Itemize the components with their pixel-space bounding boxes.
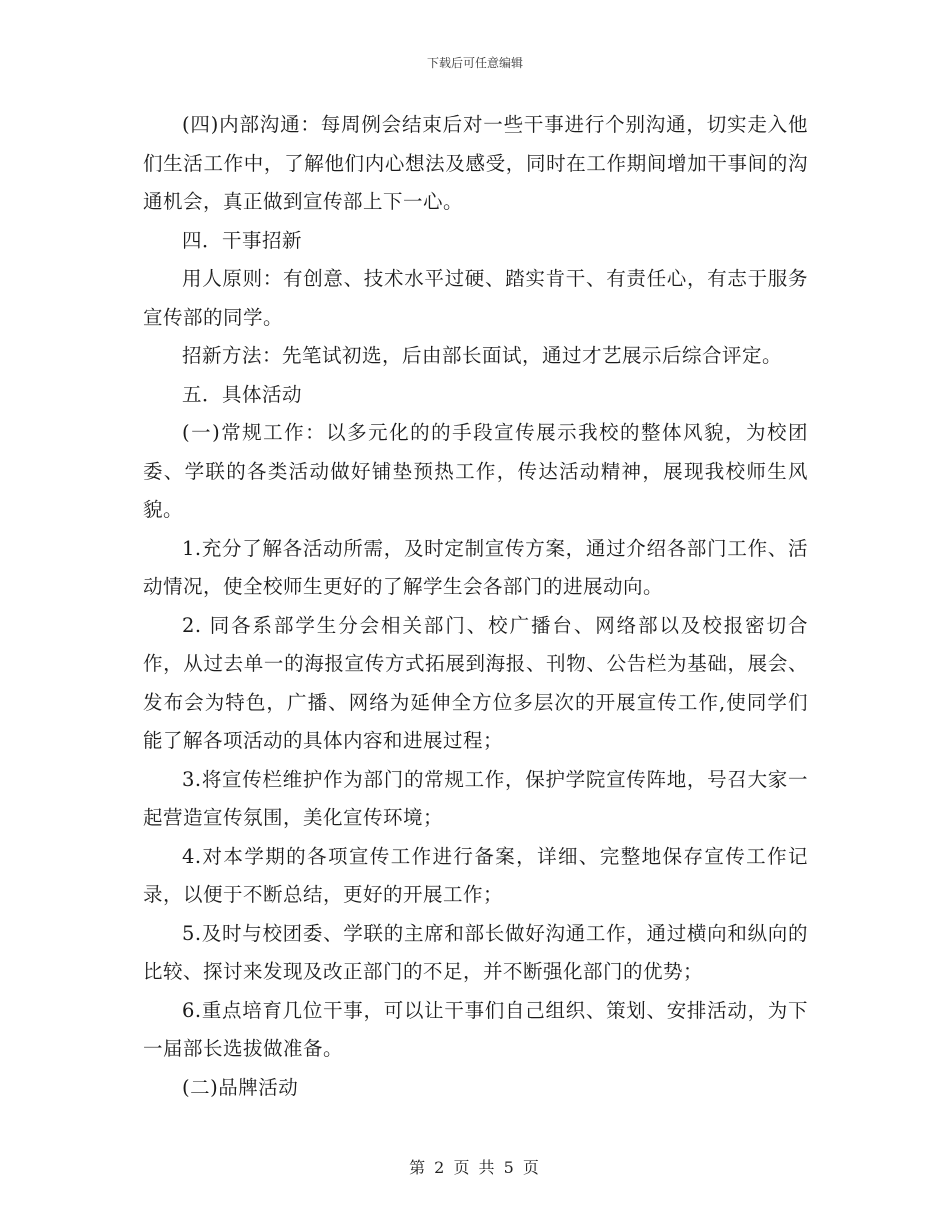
section-heading-recruitment: 四．干事招新 [182,228,303,252]
page-footer: 第 2 页 共 5 页 [409,1158,541,1177]
list-item-2: 2. 同各系部学生分会相关部门、校广播台、网络部以及校报密切合作，从过去单一的海报宣传方式拓展到海报、刊物、公告栏为基础，展会、发布会为特色，广播、网络为延伸全方位多层次的开展宣传工作,使同学们能了解各项活动的具体内容和进展过程； [143,613,808,752]
subsection-heading-brand-activities: (二)品牌活动 [182,1075,299,1099]
section-heading-activities: 五．具体活动 [182,382,303,406]
paragraph-internal-communication: (四)内部沟通：每周例会结束后对一些干事进行个别沟通，切实走入他们生活工作中，了解他们内心想法及感受，同时在工作期间增加干事间的沟通机会，真正做到宣传部上下一心。 [143,113,808,213]
list-item-4: 4.对本学期的各项宣传工作进行备案，详细、完整地保存宣传工作记录，以便于不断总结，更好的开展工作； [143,844,808,906]
paragraph-hiring-principle: 用人原则：有创意、技术水平过硬、踏实肯干、有责任心，有志于服务宣传部的同学。 [143,267,808,329]
list-item-1: 1.充分了解各活动所需，及时定制宣传方案，通过介绍各部门工作、活动情况，使全校师生更好的了解学生会各部门的进展动向。 [143,536,808,598]
page-header: 下载后可任意编辑 [426,56,523,70]
document-body [143,106,808,1107]
list-item-6: 6.重点培育几位干事，可以让干事们自己组织、策划、安排活动，为下一届部长选拔做准备。 [143,998,808,1060]
paragraph-routine-work: (一)常规工作：以多元化的的手段宣传展示我校的整体风貌，为校团委、学联的各类活动做好铺垫预热工作，传达活动精神，展现我校师生风貌。 [143,421,808,521]
list-item-3: 3.将宣传栏维护作为部门的常规工作，保护学院宣传阵地，号召大家一起营造宣传氛围，美化宣传环境； [143,767,808,829]
list-item-5: 5.及时与校团委、学联的主席和部长做好沟通工作，通过横向和纵向的比较、探讨来发现及改正部门的不足，并不断强化部门的优势； [143,921,808,983]
paragraph-recruitment-method: 招新方法：先笔试初选，后由部长面试，通过才艺展示后综合评定。 [182,344,783,367]
